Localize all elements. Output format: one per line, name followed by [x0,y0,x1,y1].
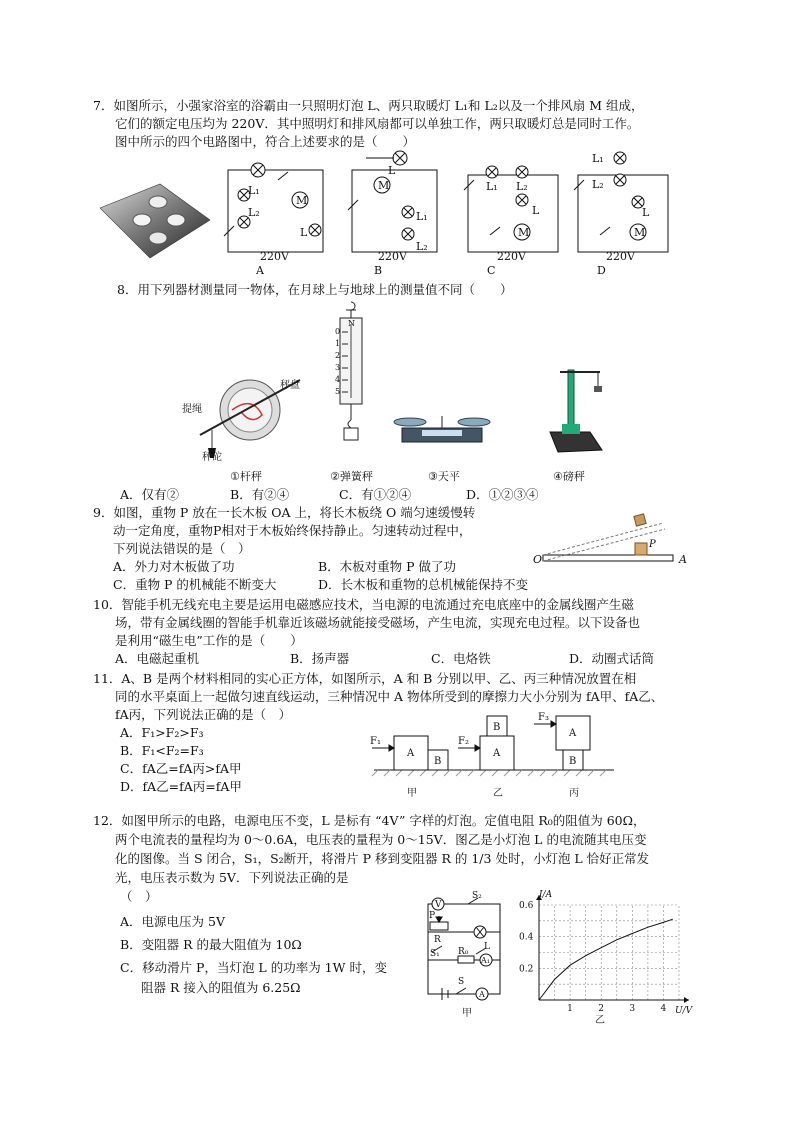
circuit-label-R: R [434,935,441,945]
q9-board-figure [533,505,693,570]
q12-option-c1: C．移动滑片 P，当灯泡 L 的功率为 1W 时，变 [120,960,387,975]
q12-option-b: B．变阻器 R 的最大阻值为 10Ω [120,937,302,952]
spring-scale-unit: N [348,319,355,328]
q11-fig1-F: F₁ [370,736,381,747]
q11-fig2-A: A [493,748,501,759]
q8-item-2: ②弹簧秤 [330,470,373,483]
q10-line-3: 是利用“磁生电”工作的是（ ） [115,633,303,648]
q8-item-4: ④磅秤 [553,470,585,483]
q8-option-a: A．仅有② [120,487,180,502]
circuit-c [464,166,558,252]
q8-option-b: B．有②④ [230,487,290,502]
label-b-M: M [378,179,390,192]
chart-ylabel: I/A [539,890,553,900]
chart-grid [539,905,679,1000]
q11-fig1-B: B [434,756,442,767]
q12-option-c2: 阻器 R 接入的阻值为 6.25Ω [141,980,301,995]
q11-option-b: B．F₁<F₂=F₃ [120,743,204,758]
q11-line-2: 同的水平桌面上一起做匀速直线运动，三种情况中 A 物体所受到的摩擦力大小分别为 fA甲、fA乙、 [115,689,664,704]
label-c-M: M [518,226,530,239]
circuit-d [574,152,668,252]
chart-xtick-label: 2 [598,1004,604,1014]
label-c-L: L [532,204,540,217]
circuit-label-V: V [435,900,442,910]
label-b-L: L [388,164,396,177]
chart-x-arrow [684,997,689,1003]
circuit-label-S2: S₂ [472,891,482,901]
q11-fig2-B: B [493,722,501,733]
spring-scale-tick-4: 4 [335,375,341,384]
circuit-label-S1: S₁ [430,949,440,959]
q10-line-1: 10．智能手机无线充电主要是运用电磁感应技术，当电源的电流通过充电底座中的金属线圈产生磁 [93,597,634,612]
q8-item-3: ③天平 [428,470,460,483]
q10-option-b: B．扬声器 [290,651,350,666]
q11-option-a: A．F₁>F₂>F₃ [120,725,204,740]
platform-scale-image [540,362,610,457]
spring-scale-tick-3: 3 [335,363,341,372]
q11-option-c: C．fA乙=fA丙>fA甲 [120,761,242,776]
label-a-volt: 220V [260,250,289,263]
label-d-L2: L₂ [592,178,604,191]
label-b-L1: L₁ [416,210,428,223]
label-c-L2: L₂ [516,180,528,193]
option-c: C [487,264,496,277]
chart-ytick-label: 0.2 [519,964,534,975]
chart-xtick-label: 3 [629,1004,636,1014]
q8-option-d: D．①②③④ [466,487,539,502]
q11-blocks-figure [370,712,620,802]
q10-option-a: A．电磁起重机 [115,651,200,666]
q11-fig3-A: A [569,728,577,739]
q12-line-2: 两个电流表的量程均为 0～0.6A，电压表的量程为 0～15V．图乙是小灯泡 L 的电流随其电压变 [115,832,647,847]
spring-scale-tick-2: 2 [335,351,341,360]
q11-caption-3: 丙 [569,788,579,799]
q8-stem: 8．用下列器材测量同一物体，在月球上与地球上的测量值不同（ ） [117,282,513,297]
chart-xlabel: U/V [675,1006,693,1016]
bath-heater-photo [100,180,210,260]
spring-scale-tick-5: 5 [335,387,341,396]
q11-fig2-F: F₂ [458,736,469,747]
label-d-L1: L₁ [592,152,604,165]
option-d: D [597,264,606,277]
spring-scale-tick-0: 0 [335,327,341,336]
q7-line-2: 它们的额定电压均为 220V．其中照明灯和排风扇都可以单独工作，两只取暖灯总是同时工作。 [115,116,640,131]
q11-line-1: 11．A、B 是两个材料相同的实心正方体，如图所示，A 和 B 分别以甲、乙、丙三种情况放置在相 [93,671,637,686]
circuit-label-S: S [458,977,465,987]
q12-circuit-figure [420,892,515,1022]
chart-xtick-label: 4 [660,1004,667,1014]
chart-caption: 乙 [595,1015,605,1026]
circuit-label-A1: A₁ [481,956,490,965]
label-c-L1: L₁ [486,180,498,193]
circuit-caption: 甲 [462,1008,472,1019]
steelyard-image [180,370,310,465]
q11-option-d: D．fA乙=fA丙=fA甲 [120,779,242,794]
q11-caption-2: 乙 [493,788,503,799]
q12-line-5: （ ） [120,889,158,904]
label-d-volt: 220V [606,250,635,263]
q9-option-a: A．外力对木板做了功 [113,559,235,574]
circuit-label-L: L [484,942,490,952]
q9-line-3: 下列说法错误的是（ ） [113,541,251,556]
q12-line-3: 化的图像。当 S 闭合，S₁，S₂断开，将滑片 P 移到变阻器 R 的 1/3 处时，小灯泡 L 恰好正常发 [115,851,650,866]
label-a-L1: L₁ [248,184,260,197]
circuit-label-R0: R₀ [458,947,469,957]
q9-option-c: C．重物 P 的机械能不断变大 [113,577,277,592]
q8-option-c: C．有①②④ [339,487,412,502]
q10-option-c: C．电烙铁 [431,651,491,666]
label-a-M: M [296,194,308,207]
spring-scale-tick-1: 1 [335,339,341,348]
q9-option-b: B．木板对重物 P 做了功 [318,559,457,574]
chart-series-line [539,919,673,1000]
q11-caption-1: 甲 [407,788,417,799]
q9-label-O: O [533,553,543,566]
chart-ytick-label: 0.4 [519,932,534,943]
q12-line-4: 光，电压表示数为 5V．下列说法正确的是 [115,870,349,885]
steelyard-label-rope: 提绳 [182,404,202,415]
option-a: A [256,264,264,277]
q11-line-3: fA丙，下列说法正确的是（ ） [115,707,292,722]
circuit-label-A: A [479,990,485,999]
option-b: B [374,264,383,277]
q11-fig3-B: B [569,756,577,767]
q12-line-1: 12．如图甲所示的电路，电源电压不变，L 是标有 “4V” 字样的灯泡。定值电阻 R₀的阻值为 60Ω， [93,813,646,828]
spring-scale-image [330,298,370,448]
steelyard-label-weight: 秤砣 [202,452,222,463]
circuit-a [224,163,323,252]
label-c-volt: 220V [497,250,526,263]
q12-option-a: A．电源电压为 5V [120,914,225,929]
label-d-M: M [634,226,646,239]
steelyard-label-pan: 秤盘 [280,380,300,391]
circuit-label-P: P [429,911,436,921]
label-a-L2: L₂ [248,206,260,219]
q9-label-P: P [649,539,656,550]
q10-option-d: D．动圈式话筒 [569,651,655,666]
q12-iv-chart [515,885,705,1025]
chart-axes [536,895,689,1003]
label-d-L: L [642,206,650,219]
q7-circuit-diagrams [220,150,670,280]
chart-xtick-label: 1 [567,1004,573,1014]
q11-fig1-A: A [407,748,415,759]
label-b-volt: 220V [378,250,407,263]
balance-image [392,410,492,450]
chart-ytick-label: 0.6 [519,901,534,911]
label-a-L: L [300,226,308,239]
q9-line-1: 9．如图，重物 P 放在一长木板 OA 上，将长木板绕 O 端匀速缓慢转 [93,505,476,520]
q11-fig3-F: F₃ [538,712,549,723]
q8-item-1: ①杆秤 [230,470,262,483]
q7-line-3: 图中所示的四个电路图中，符合上述要求的是（ ） [115,134,416,149]
q7-line-1: 7．如图所示，小强家浴室的浴霸由一只照明灯泡 L、两只取暖灯 L₁和 L₂以及一个排风扇 M 组成， [93,98,644,113]
label-b-L2: L₂ [416,240,428,253]
q9-label-A: A [679,553,687,566]
q9-option-d: D．长木板和重物的总机械能保持不变 [318,577,529,592]
q9-line-2: 动一定角度，重物P相对于木板始终保持静止。匀速转动过程中， [113,523,472,538]
q10-line-2: 场，带有金属线圈的智能手机靠近该磁场就能接受磁场，产生电流，实现充电过程。以下设备也 [115,615,641,630]
